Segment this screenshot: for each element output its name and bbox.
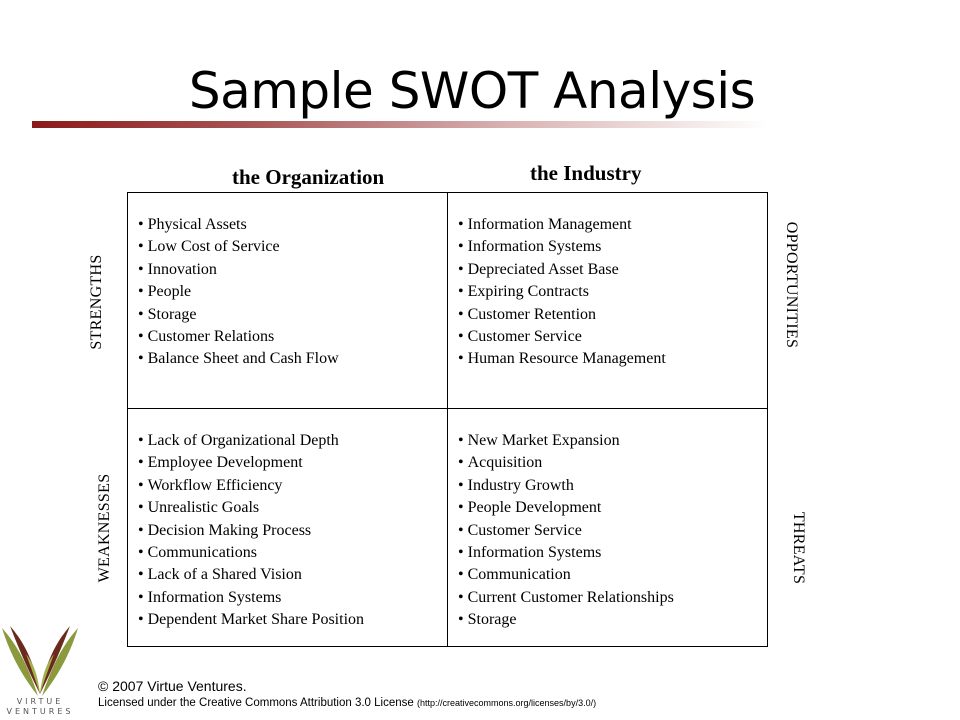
list-item: • New Market Expansion	[458, 430, 674, 452]
license-text	[98, 697, 596, 709]
list-item: • Low Cost of Service	[138, 236, 339, 258]
list-item: • Unrealistic Goals	[138, 497, 364, 519]
list-item: • Customer Relations	[138, 326, 339, 348]
list-item: • Innovation	[138, 259, 339, 281]
license-url-link[interactable]: (http://creativecommons.org/licenses/by/3.0/)	[417, 698, 597, 708]
list-item: • Customer Service	[458, 520, 674, 542]
list-item: • Balance Sheet and Cash Flow	[138, 348, 339, 370]
strengths-list	[138, 214, 339, 371]
list-item: • Information Systems	[458, 236, 666, 258]
list-item: • Communication	[458, 564, 674, 586]
list-item: • Information Systems	[138, 587, 364, 609]
list-item: • Human Resource Management	[458, 348, 666, 370]
side-label-opportunities: OPPORTUNITIES	[783, 221, 800, 349]
list-item: • Storage	[458, 609, 674, 631]
opportunities-list	[458, 214, 666, 371]
list-item: • Industry Growth	[458, 475, 674, 497]
list-item: • Information Systems	[458, 542, 674, 564]
list-item: • Workflow Efficiency	[138, 475, 364, 497]
copyright-text: © 2007 Virtue Ventures.	[98, 678, 247, 694]
side-label-strengths: STRENGTHS	[88, 254, 105, 350]
list-item: • Expiring Contracts	[458, 281, 666, 303]
column-heading-industry: the Industry	[530, 161, 642, 185]
list-item: • Lack of Organizational Depth	[138, 430, 364, 452]
slide-title: Sample SWOT Analysis	[188, 62, 756, 120]
list-item: • Depreciated Asset Base	[458, 259, 666, 281]
license-label: Licensed under the Creative Commons Attribution 3.0 License	[98, 697, 414, 709]
list-item: • Acquisition	[458, 452, 674, 474]
title-underline-bar	[32, 121, 770, 128]
list-item: • People	[138, 281, 339, 303]
side-label-threats: THREATS	[790, 511, 807, 585]
list-item: • People Development	[458, 497, 674, 519]
grid-vertical-divider	[447, 192, 448, 647]
weaknesses-list	[138, 430, 364, 632]
list-item: • Employee Development	[138, 452, 364, 474]
column-heading-organization: the Organization	[232, 165, 385, 189]
list-item: • Information Management	[458, 214, 666, 236]
list-item: • Decision Making Process	[138, 520, 364, 542]
list-item: • Lack of a Shared Vision	[138, 564, 364, 586]
threats-list	[458, 430, 674, 632]
list-item: • Communications	[138, 542, 364, 564]
list-item: • Customer Retention	[458, 304, 666, 326]
list-item: • Current Customer Relationships	[458, 587, 674, 609]
list-item: • Physical Assets	[138, 214, 339, 236]
list-item: • Storage	[138, 304, 339, 326]
list-item: • Dependent Market Share Position	[138, 609, 364, 631]
list-item: • Customer Service	[458, 326, 666, 348]
logo-wordmark: VIRTUE VENTURES	[6, 697, 74, 716]
grid-horizontal-divider	[127, 408, 768, 409]
side-label-weaknesses: WEAKNESSES	[96, 473, 113, 583]
